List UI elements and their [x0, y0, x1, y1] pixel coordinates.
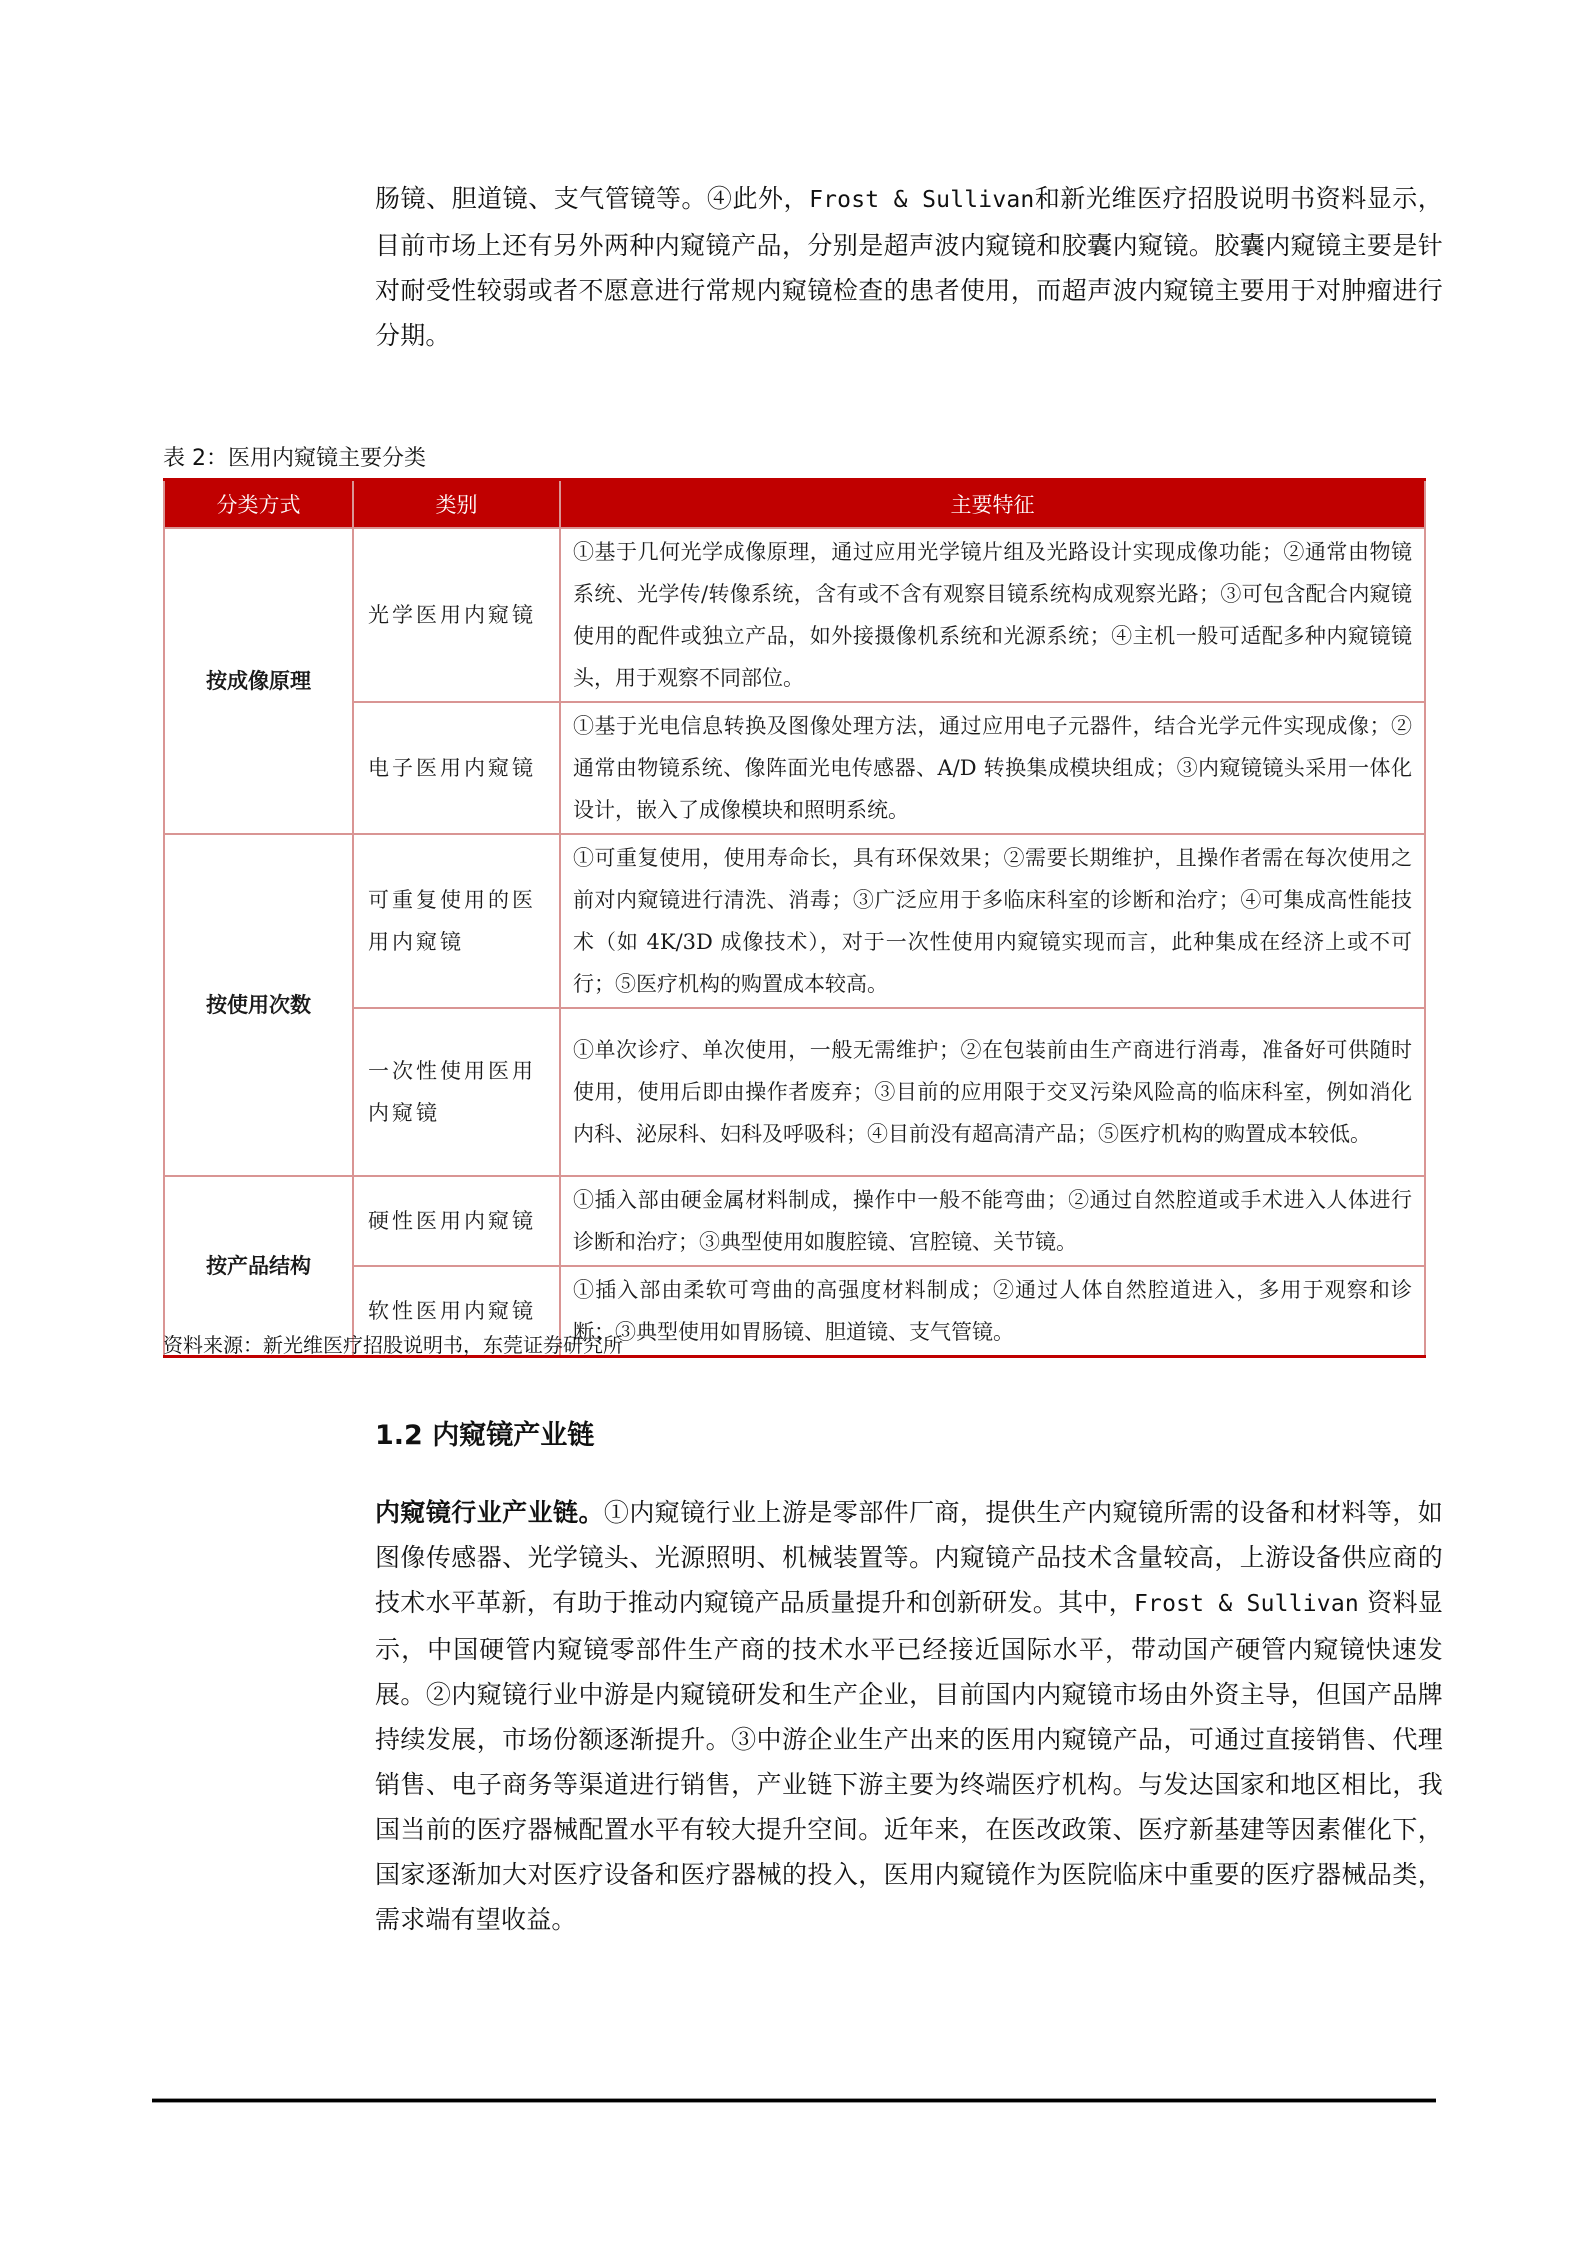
features-flexible: ①插入部由柔软可弯曲的高强度材料制成；②通过人体自然腔道进入，多用于观察和诊断；③典型使用如胃肠镜、胆道镜、支气管镜。	[560, 1266, 1425, 1357]
category-electronic: 电子医用内窥镜	[353, 702, 560, 834]
header-method: 分类方式	[164, 480, 353, 529]
footer-divider	[152, 2098, 1436, 2103]
endoscope-classification-table	[163, 478, 1426, 1358]
features-disposable: ①单次诊疗、单次使用，一般无需维护；②在包装前由生产商进行消毒，准备好可供随时使用，使用后即由操作者废弃；③目前的应用限于交叉污染风险高的临床科室，例如消化内科、泌尿科、妇科及呼吸科；④目前没有超高清产品；⑤医疗机构的购置成本较低。	[560, 1008, 1425, 1176]
section-brand: Frost & Sullivan	[1133, 1591, 1359, 1617]
category-reusable: 可重复使用的医用内窥镜	[353, 834, 560, 1008]
section-text-1: ①内窥镜行业上游是零部件厂商，提供生产内窥镜所需的设备和材料等，如图像传感器、光学镜头、光源照明、机械装置等。内窥镜产品技术含量较高，上游设备供应商的技术水平革新，有助于推动内窥镜产品质量提升和创新研发。其中，	[375, 1498, 1443, 1617]
intro-paragraph	[375, 176, 1443, 358]
section-title: 1.2 内窥镜产业链	[375, 1420, 595, 1451]
table-row	[164, 702, 1425, 834]
category-rigid: 硬性医用内窥镜	[353, 1176, 560, 1266]
category-flexible: 软性医用内窥镜	[353, 1266, 560, 1357]
intro-brand: Frost & Sullivan	[809, 187, 1035, 213]
category-disposable: 一次性使用医用内窥镜	[353, 1008, 560, 1176]
table-caption: 表 2：医用内窥镜主要分类	[163, 446, 426, 471]
section-text-2: 资料显示，中国硬管内窥镜零部件生产商的技术水平已经接近国际水平，带动国产硬管内窥镜快速发展。②内窥镜行业中游是内窥镜研发和生产企业，目前国内内窥镜市场由外资主导，但国产品牌持续发展，市场份额逐渐提升。③中游企业生产出来的医用内窥镜产品，可通过直接销售、代理销售、电子商务等渠道进行销售，产业链下游主要为终端医疗机构。与发达国家和地区相比，我国当前的医疗器械配置水平有较大提升空间。近年来，在医改政策、医疗新基建等因素催化下，国家逐渐加大对医疗设备和医疗器械的投入，医用内窥镜作为医院临床中重要的医疗器械品类，需求端有望收益。	[375, 1588, 1443, 1934]
section-paragraph	[375, 1490, 1443, 1942]
table-row	[164, 834, 1425, 1008]
group-imaging-principle: 按成像原理	[164, 528, 353, 834]
header-category: 类别	[353, 480, 560, 529]
features-optical: ①基于几何光学成像原理，通过应用光学镜片组及光路设计实现成像功能；②通常由物镜系统、光学传/转像系统，含有或不含有观察目镜系统构成观察光路；③可包含配合内窥镜使用的配件或独立产品，如外接摄像机系统和光源系统；④主机一般可适配多种内窥镜镜头，用于观察不同部位。	[560, 528, 1425, 702]
features-rigid: ①插入部由硬金属材料制成，操作中一般不能弯曲；②通过自然腔道或手术进入人体进行诊断和治疗；③典型使用如腹腔镜、宫腔镜、关节镜。	[560, 1176, 1425, 1266]
category-optical: 光学医用内窥镜	[353, 528, 560, 702]
table-row	[164, 1176, 1425, 1266]
table-header-row	[164, 480, 1425, 529]
section-lead: 内窥镜行业产业链。	[375, 1498, 604, 1527]
features-reusable: ①可重复使用，使用寿命长，具有环保效果；②需要长期维护，且操作者需在每次使用之前对内窥镜进行清洗、消毒；③广泛应用于多临床科室的诊断和治疗；④可集成高性能技术（如 4K/3D 成像技术），对于一次性使用内窥镜实现而言，此种集成在经济上或不可行；⑤医疗机构的购置成本较高。	[560, 834, 1425, 1008]
intro-text-1: 肠镜、胆道镜、支气管镜等。④此外，	[375, 184, 810, 213]
features-electronic: ①基于光电信息转换及图像处理方法，通过应用电子元器件，结合光学元件实现成像；②通常由物镜系统、像阵面光电传感器、A/D 转换集成模块组成；③内窥镜镜头采用一体化设计，嵌入了成像模块和照明系统。	[560, 702, 1425, 834]
table-row	[164, 1008, 1425, 1176]
intro-text-2: 和新光维医疗招股说明书资料显示，目前市场上还有另外两种内窥镜产品，分别是超声波内窥镜和胶囊内窥镜。胶囊内窥镜主要是针对耐受性较弱或者不愿意进行常规内窥镜检查的患者使用，而超声波内窥镜主要用于对肿瘤进行分期。	[375, 184, 1444, 350]
table-source-note: 资料来源：新光维医疗招股说明书，东莞证券研究所	[163, 1333, 623, 1357]
group-product-structure: 按产品结构	[164, 1176, 353, 1357]
table-row	[164, 528, 1425, 702]
group-usage-count: 按使用次数	[164, 834, 353, 1176]
header-features: 主要特征	[560, 480, 1425, 529]
